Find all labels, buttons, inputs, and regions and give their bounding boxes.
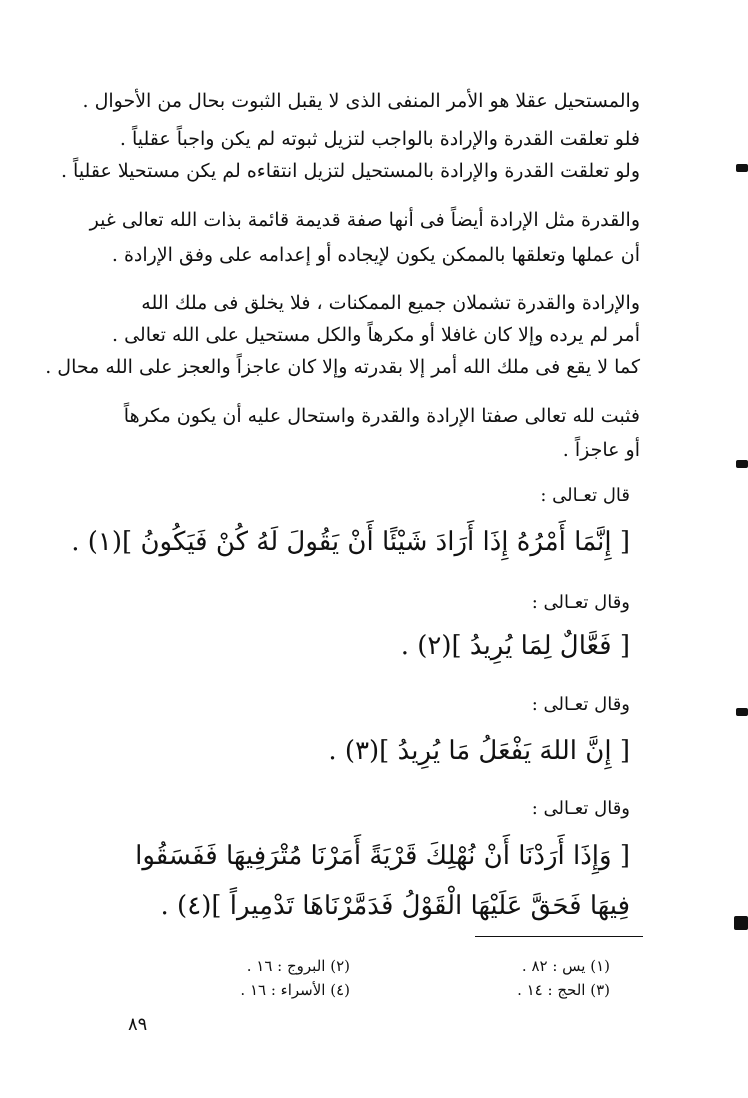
footnote: (١) يس : ٨٢ . [521,957,610,975]
footnote: (٣) الحج : ١٤ . [517,981,610,999]
paragraph-line: والقدرة مثل الإرادة أيضاً فى أنها صفة قديمة قائمة بذات الله تعالى غير [89,209,640,231]
paragraph-line: أو عاجزاً . [562,439,640,461]
footnote: (٤) الأسراء : ١٦ . [240,981,350,999]
quran-verse: [ وَإِذَا أَرَدْنَا أَنْ نُهْلِكَ قَرْيَةً أَمَرْنَا مُتْرَفِيهَا فَفَسَقُوا [135,841,630,871]
quote-intro: قال تعـالى : [540,485,630,506]
paragraph-line: أمر لم يرده وإلا كان غافلا أو مكرهاً والكل مستحيل على الله تعالى . [111,324,640,346]
quote-intro: وقال تعـالى : [531,694,630,715]
paragraph-line: فثبت لله تعالى صفتا الإرادة والقدرة واستحال عليه أن يكون مكرهاً [123,405,640,427]
quran-verse: [ فَعَّالٌ لِمَا يُرِيدُ ](٢) . [400,631,630,661]
scan-edge-mark [736,460,748,468]
quran-verse: فِيهَا فَحَقَّ عَلَيْهَا الْقَوْلُ فَدَمَّرْنَاهَا تَدْمِيراً ](٤) . [160,891,630,921]
paragraph-line: أن عملها وتعلقها بالممكن يكون لإيجاده أو إعدامه على وفق الإرادة . [111,244,640,266]
scan-edge-mark [736,708,748,716]
quran-verse: [ إِنَّمَا أَمْرُهُ إِذَا أَرَادَ شَيْئًا أَنْ يَقُولَ لَهُ كُنْ فَيَكُونُ ](١) . [71,527,630,557]
quote-intro: وقال تعـالى : [531,592,630,613]
paragraph-line: والإرادة والقدرة تشملان جميع الممكنات ، فلا يخلق فى ملك الله [141,292,640,314]
quote-intro: وقال تعـالى : [531,798,630,819]
page-number: ٨٩ [128,1014,148,1035]
footnote: (٢) البروج : ١٦ . [246,957,350,975]
paragraph-line: كما لا يقع فى ملك الله أمر إلا بقدرته وإلا كان عاجزاً والعجز على الله محال . [45,356,640,378]
paragraph-line: فلو تعلقت القدرة والإرادة بالواجب لتزيل ثبوته لم يكن واجباً عقلياً . [119,128,640,150]
paragraph-line: والمستحيل عقلا هو الأمر المنفى الذى لا يقبل الثبوت بحال من الأحوال . [82,90,640,112]
footnote-separator [475,936,643,937]
scan-edge-mark [736,164,748,172]
quran-verse: [ إِنَّ اللهَ يَفْعَلُ مَا يُرِيدُ ](٣) . [328,736,630,766]
scan-edge-mark [734,916,748,930]
paragraph-line: ولو تعلقت القدرة والإرادة بالمستحيل لتزيل انتقاءه لم يكن مستحيلا عقلياً . [60,160,640,182]
